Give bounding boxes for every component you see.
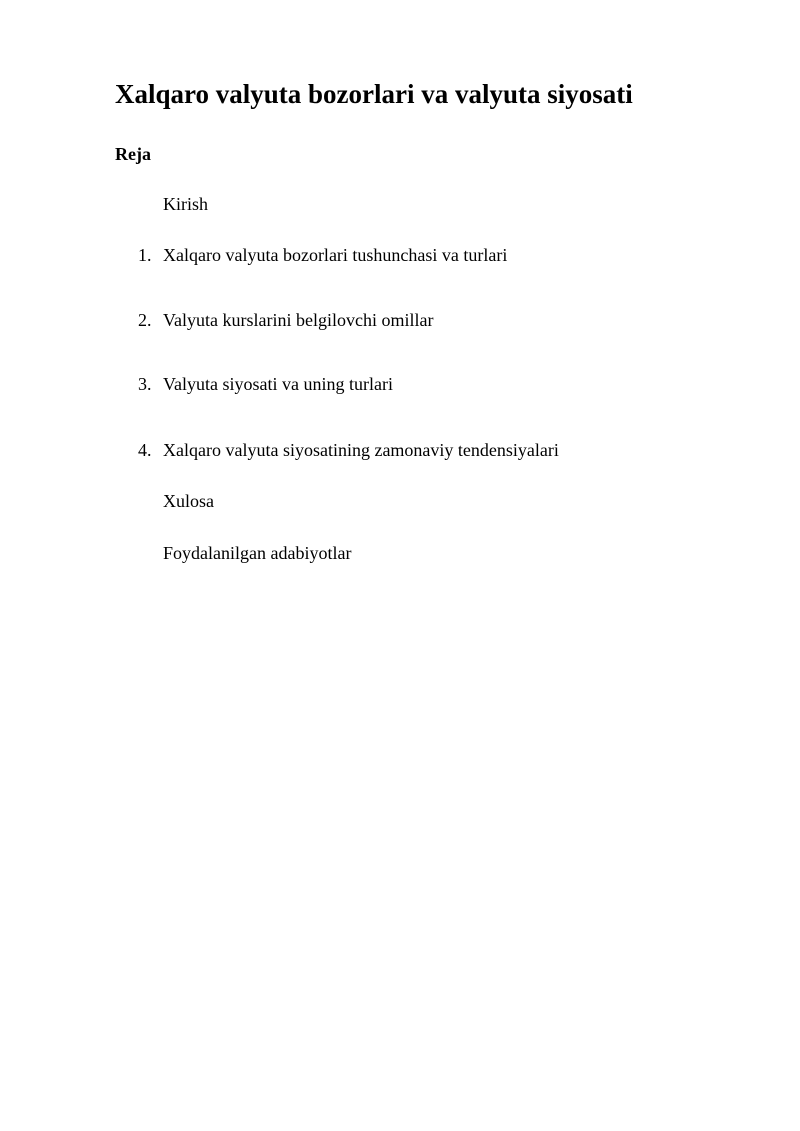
toc-item-number: 1.	[138, 245, 152, 265]
toc-item-text: Valyuta kurslarini belgilovchi omillar	[163, 310, 434, 330]
toc-item-text: Xalqaro valyuta siyosatining zamonaviy tendensiyalari	[163, 440, 559, 460]
toc-item-number: 2.	[138, 310, 152, 330]
toc-item-number: 3.	[138, 374, 152, 394]
toc-intro: Kirish	[163, 194, 208, 214]
toc-conclusion: Xulosa	[163, 491, 214, 511]
plan-heading: Reja	[115, 144, 151, 164]
toc-item-number: 4.	[138, 440, 152, 460]
document-title: Xalqaro valyuta bozorlari va valyuta siyosati	[115, 79, 633, 109]
toc-references: Foydalanilgan adabiyotlar	[163, 543, 352, 563]
toc-item-text: Valyuta siyosati va uning turlari	[163, 374, 393, 394]
toc-item-text: Xalqaro valyuta bozorlari tushunchasi va turlari	[163, 245, 508, 265]
